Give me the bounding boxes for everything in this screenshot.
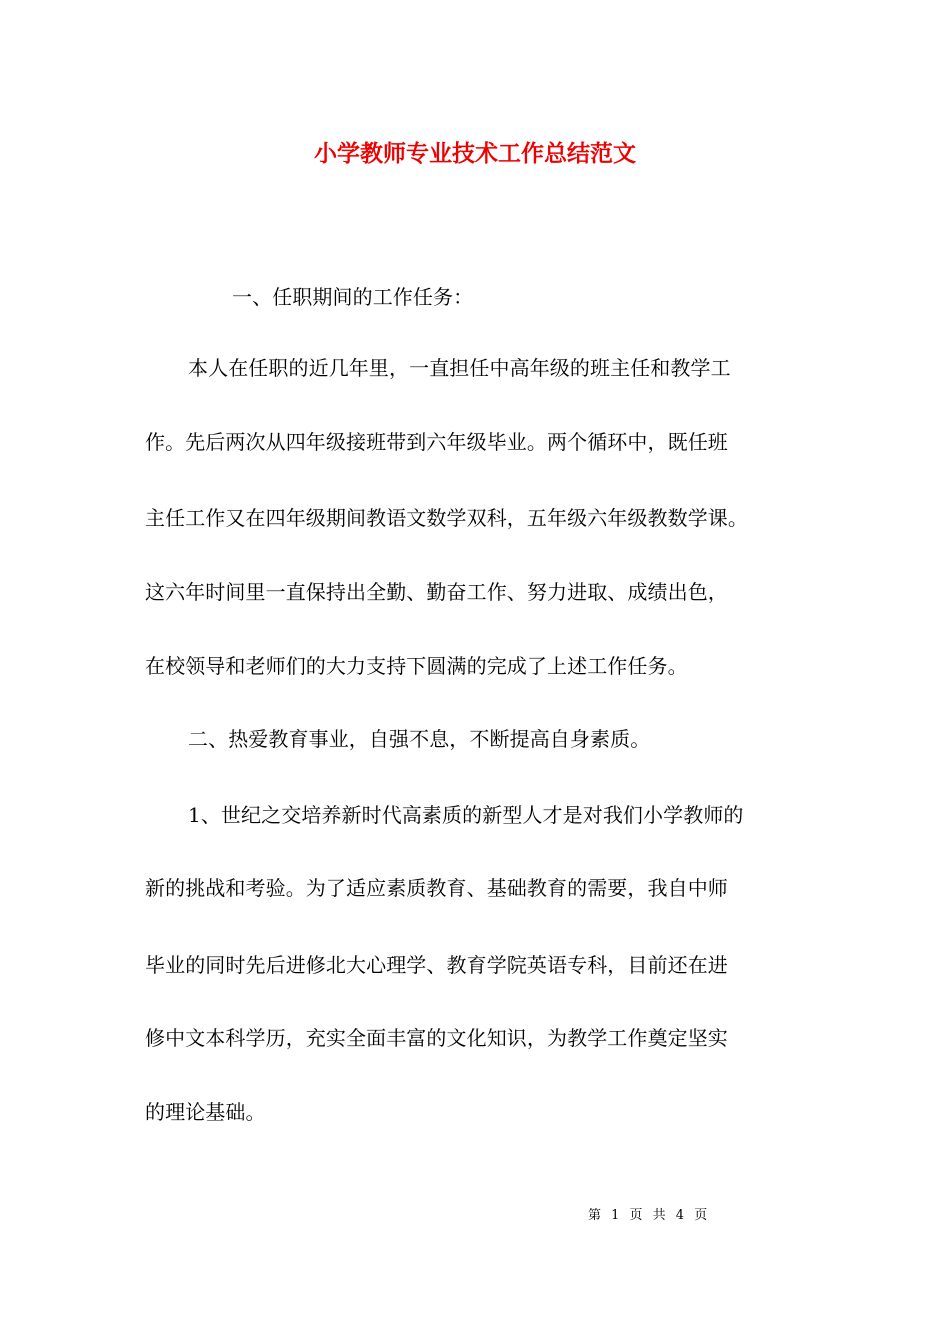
paragraph-line: 毕业的同时先后进修北大心理学、教育学院英语专科，目前还在进: [145, 953, 728, 977]
section-heading-2: 二、热爱教育事业，自强不息，不断提高自身素质。: [188, 727, 651, 751]
section-heading-1: 一、任职期间的工作任务：: [232, 285, 474, 309]
paragraph-line: 本人在任职的近几年里，一直担任中高年级的班主任和教学工: [188, 356, 731, 380]
paragraph-line: 修中文本科学历，充实全面丰富的文化知识，为教学工作奠定坚实: [145, 1026, 728, 1050]
paragraph-line: 主任工作又在四年级期间教语文数学双科，五年级六年级教数学课。: [145, 506, 748, 530]
paragraph-line: 作。先后两次从四年级接班带到六年级毕业。两个循环中，既任班: [145, 430, 728, 454]
paragraph-line: 这六年时间里一直保持出全勤、勤奋工作、努力进取、成绩出色，: [145, 580, 728, 604]
document-title: 小学教师专业技术工作总结范文: [314, 140, 636, 167]
paragraph-line: 在校领导和老师们的大力支持下圆满的完成了上述工作任务。: [145, 654, 688, 678]
paragraph-line: 新的挑战和考验。为了适应素质教育、基础教育的需要，我自中师: [145, 876, 728, 900]
paragraph-line: 的理论基础。: [145, 1100, 266, 1124]
page-number-footer: 第 1 页 共 4 页: [588, 1208, 708, 1223]
paragraph-line: 1、世纪之交培养新时代高素质的新型人才是对我们小学教师的: [188, 803, 744, 827]
